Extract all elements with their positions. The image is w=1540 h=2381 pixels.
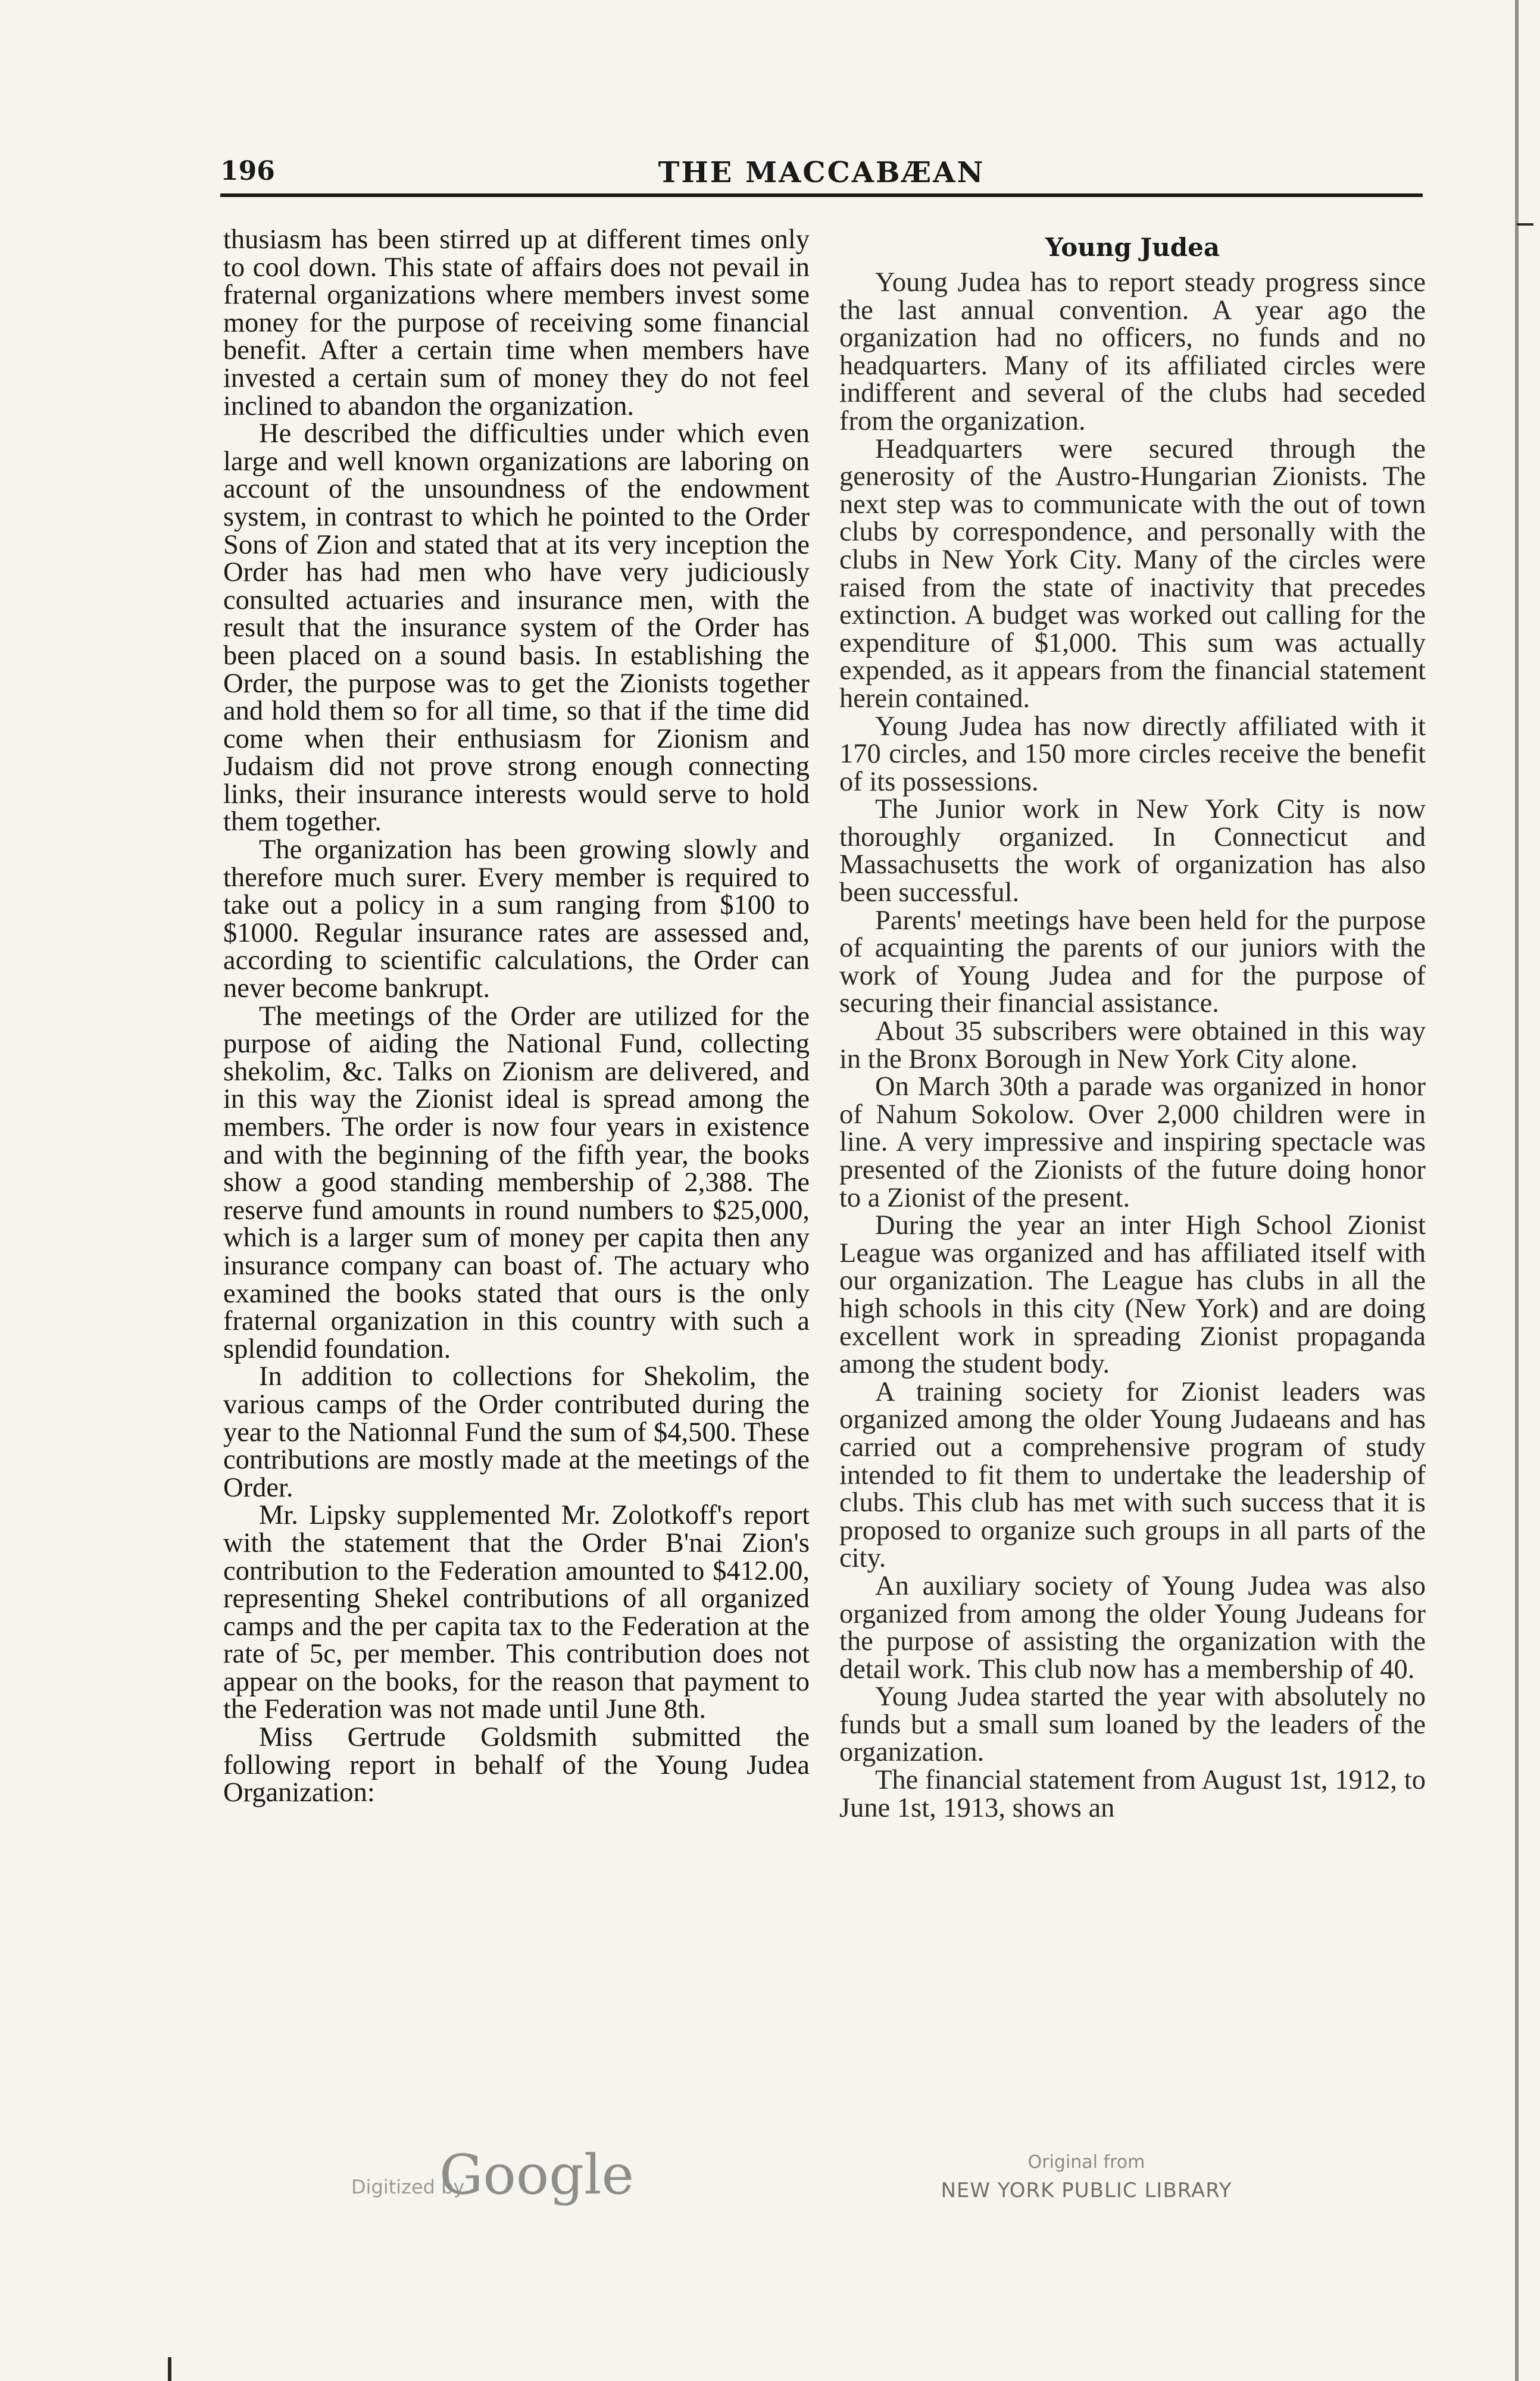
library-name: NEW YORK PUBLIC LIBRARY (941, 2179, 1232, 2202)
paragraph: Parents' meetings have been held for the purpose of acquainting the parents of our juniors with the work of Young Judea and for the purpose of securing their financial assistance. (839, 905, 1426, 1019)
google-logo: Google (439, 2143, 635, 2207)
paragraph: An auxiliary society of Young Judea was also organized from among the older Young Judeans for the purpose of assisting the organization with the detail work. This club now has a membership of 40. (839, 1570, 1426, 1685)
page-edge-shadow (1515, 0, 1519, 2381)
page-header (220, 156, 1423, 192)
scan-mark (168, 2357, 171, 2381)
section-heading: Young Judea (1045, 233, 1220, 262)
page-number: 196 (220, 156, 275, 186)
digitized-by-label: Digitized by (351, 2176, 465, 2198)
paragraph: On March 30th a parade was organized in honor of Nahum Sokolow. Over 2,000 children were in line. A very impressive and inspiring spectacle was presented of the Zionists of the future doing honor to a Zionist of the present. (839, 1071, 1426, 1213)
paragraph: He described the difficulties under which even large and well known organizations are laboring on account of the unsoundness of the endowment system, in contrast to which he pointed to the Order Sons of Zion and stated that at its very inception the Order has had men who have very judiciously consulted actuaries and insurance men, with the result that the insurance system of the Order has been placed on a sound basis. In establishing the Order, the purpose was to get the Zionists together and hold them so for all time, so that if the time did come when their enthusiasm for Zionism and Judaism did not prove strong enough connecting links, their insurance interests would serve to hold them together. (223, 418, 810, 838)
header-rule (220, 193, 1423, 197)
paragraph: Young Judea has now directly affiliated with it 170 circles, and 150 more circles receive the benefit of its possessions. (839, 711, 1426, 797)
paragraph: Headquarters were secured through the generosity of the Austro-Hungarian Zionists. The next step was to communicate with the out of town clubs by correspondence, and personally with the clubs in New York City. Many of the circles were raised from the state of inactivity that precedes extinction. A budget was worked out calling for the expenditure of $1,000. This sum was actually expended, as it appears from the financial statement herein contained. (839, 433, 1426, 714)
paragraph: During the year an inter High School Zionist League was organized and has affiliated itself with our organization. The League has clubs in all the high schools in this city (New York) and are doing excellent work in spreading Zionist propaganda among the student body. (839, 1210, 1426, 1380)
paragraph: The organization has been growing slowly and therefore much surer. Every member is required to take out a policy in a sum ranging from $100 to $1000. Regular insurance rates are assessed and, according to scientific calculations, the Order can never become bankrupt. (223, 835, 810, 1004)
paragraph: Miss Gertrude Goldsmith submitted the following report in behalf of the Young Judea Organization: (223, 1722, 810, 1808)
left-column (223, 226, 810, 1807)
scan-mark (1517, 223, 1533, 226)
paragraph: thusiasm has been stirred up at different times only to cool down. This state of affairs does not pevail in fraternal organizations where members invest some money for the purpose of receiving some financial benefit. After a certain time when members have invested a certain sum of money they do not feel inclined to abandon the organization. (223, 224, 810, 421)
paragraph: Young Judea has to report steady progress since the last annual convention. A year ago the organization had no officers, no funds and no headquarters. Many of its affiliated circles were indifferent and several of the clubs had seceded from the organization. (839, 267, 1426, 436)
paragraph: The Junior work in New York City is now thoroughly organized. In Connecticut and Massachusetts the work of organization has also been successful. (839, 794, 1426, 908)
paragraph: Mr. Lipsky supplemented Mr. Zolotkoff's report with the statement that the Order B'nai Zion's contribution to the Federation amounted to $412.00, representing Shekel contributions of all organized camps and the per capita tax to the Federation at the rate of 5c, per member. This contribution does not appear on the books, for the reason that payment to the Federation was not made until June 8th. (223, 1500, 810, 1725)
paragraph: Young Judea started the year with absolutely no funds but a small sum loaned by the leaders of the organization. (839, 1682, 1426, 1768)
running-title: THE MACCABÆAN (658, 156, 985, 189)
paragraph: The meetings of the Order are utilized for the purpose of aiding the National Fund, collecting shekolim, &c. Talks on Zionism are delivered, and in this way the Zionist ideal is spread among the members. The order is now four years in existence and with the beginning of the fifth year, the books show a good standing membership of 2,388. The reserve fund amounts in round numbers to $25,000, which is a larger sum of money per capita then any insurance company can boast of. The actuary who examined the books stated that ours is the only fraternal organization in this country with such a splendid foundation. (223, 1001, 810, 1364)
paragraph: The financial statement from August 1st, 1912, to June 1st, 1913, shows an (839, 1765, 1426, 1823)
original-from-label: Original from (1027, 2152, 1145, 2173)
paragraph: In addition to collections for Shekolim, the various camps of the Order contributed during the year to the Nationnal Fund the sum of $4,500. These contributions are mostly made at the meetings of the Order. (223, 1361, 810, 1503)
right-column (839, 231, 1426, 1822)
paragraph: About 35 subscribers were obtained in this way in the Bronx Borough in New York City alone. (839, 1016, 1426, 1074)
paragraph: A training society for Zionist leaders was organized among the older Young Judaeans and has carried out a comprehensive program of study intended to fit them to undertake the leadership of clubs. This club has met with such success that it is proposed to organize such groups in all parts of the city. (839, 1376, 1426, 1574)
